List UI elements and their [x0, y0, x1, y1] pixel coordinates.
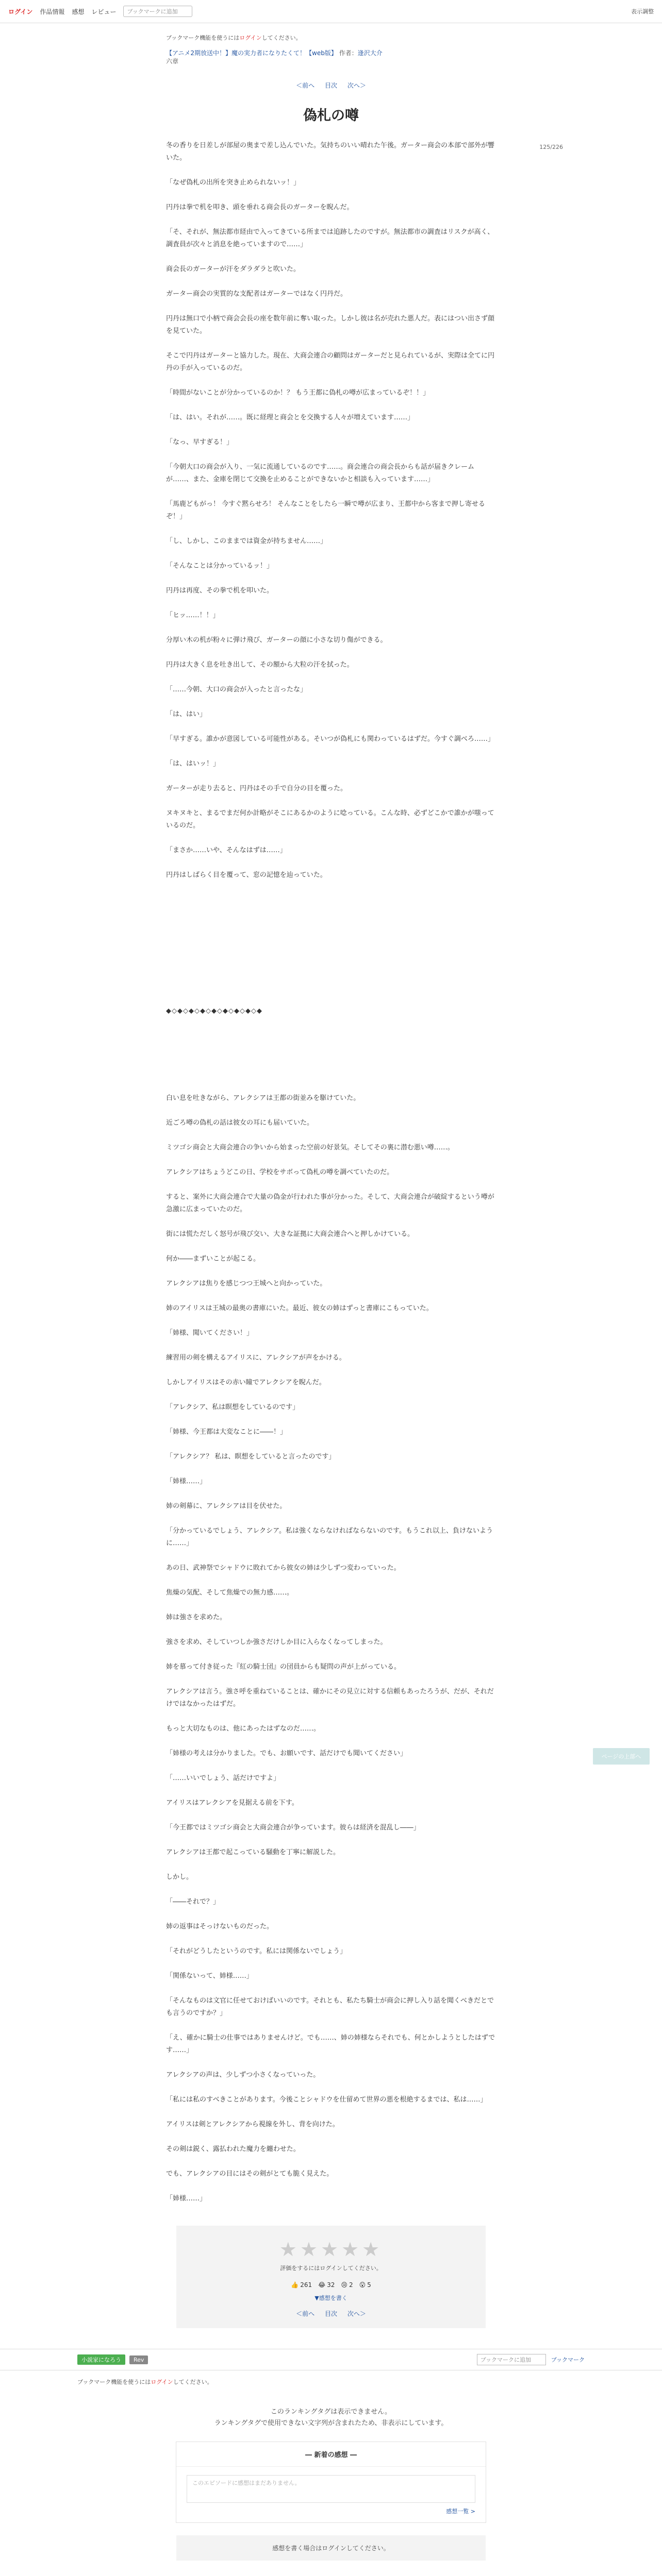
scene-divider: ◆◇◆◇◆◇◆◇◆◇◆◇◆◇◆◇◆ [166, 1007, 262, 1015]
page-number: 125/226 [539, 144, 563, 150]
prev-link[interactable]: ＜前へ [296, 82, 315, 89]
body-paragraph: 「なっ、早すぎる！」 [166, 438, 234, 446]
pager-top [166, 81, 496, 90]
toc-link[interactable]: 目次 [324, 2310, 337, 2317]
body-paragraph: アレクシアはちょうどこの日、学校をサボって偽札の噂を調べていたのだ。 [166, 1168, 394, 1176]
login-link-inline[interactable]: ログイン [151, 2379, 173, 2385]
body-paragraph: 「し、しかし、このままでは資金が持ちません……」 [166, 537, 327, 545]
star-icon[interactable]: ★ [362, 2238, 383, 2261]
body-paragraph: 「え、確かに騎士の仕事ではありませんけど。でも……、姉の姉様ならそれでも、何とかしようとしたはずです……」 [166, 2034, 495, 2054]
impression-login-note: 感想を書く場合はログインしてください。 [176, 2535, 486, 2561]
body-paragraph: でも、アレクシアの目にはその剣がとても脆く見えた。 [166, 2170, 334, 2178]
body-paragraph: 「は、はい」 [166, 710, 207, 718]
next-link[interactable]: 次へ＞ [347, 82, 366, 89]
bookmark-add-input[interactable]: ブックマークに追加 [477, 2354, 546, 2365]
body-paragraph: 「時間がないことが分かっているのか！？ もう王都に偽札の噂が広まっているぞ！！」 [166, 389, 430, 397]
reaction-laugh[interactable]: 😂 32 [318, 2281, 335, 2289]
body-paragraph: 街には慌ただしく怒号が飛び交い、大きな証拠に大商会連合へと押しかけている。 [166, 1230, 415, 1238]
body-paragraph: 「――それで？」 [166, 1898, 220, 1906]
episode-body [166, 140, 496, 2205]
site-tag[interactable]: 小説家になろう [77, 2354, 125, 2365]
body-paragraph: ミツゴシ商会と大商会連合の争いから始まった空前の好景気。そしてその裏に潜む悪い噂……。 [166, 1144, 454, 1151]
prev-link[interactable]: ＜前へ [296, 2310, 315, 2317]
rating-login-note: 評価をするにはログインしてください。 [280, 2265, 382, 2272]
body-paragraph: 近ごろ噂の偽札の話は彼女の耳にも届いていた。 [166, 1119, 314, 1127]
login-link[interactable]: ログイン [8, 8, 33, 15]
star-icon[interactable]: ★ [320, 2238, 342, 2261]
body-paragraph: 姉のアイリスは王城の最奥の書庫にいた。最近、彼女の姉はずっと書庫にこもっていた。 [166, 1304, 433, 1312]
body-paragraph: 「は、はい。それが……。既に経理と商会とを交換する人々が増えています……」 [166, 414, 415, 421]
author-link[interactable]: 逢沢大介 [357, 49, 383, 57]
series-title-link[interactable]: 【アニメ2期放送中！】魔の実力者になりたくて！【web版】 [166, 49, 337, 57]
impressions-link[interactable]: 感想 [72, 8, 85, 15]
body-paragraph: 「姉様……」 [166, 2195, 207, 2202]
reaction-wow[interactable]: 😮 5 [359, 2281, 371, 2289]
thumbs-up-icon: 👍 [291, 2281, 299, 2289]
body-paragraph: 「早すぎる。誰かが意図している可能性がある。そいつが偽札にも関わっているはずだ。今すぐ調べろ……」 [166, 735, 494, 743]
bottom-toolbar [0, 2349, 662, 2370]
body-paragraph: アレクシアは王都で起こっている騒動を丁寧に解説した。 [166, 1849, 340, 1856]
body-paragraph: すると、案外に大商会連合で大量の偽金が行われた事が分かった。そして、大商会連合が破綻するという噂が急激に広まっていたのだ。 [166, 1193, 494, 1213]
pager-bottom [176, 2309, 486, 2318]
body-paragraph: 円丹はしばらく目を覆って、窓の記憶を辿っていた。 [166, 871, 327, 879]
body-paragraph: 「そんなことは分かっているッ！」 [166, 562, 274, 570]
body-paragraph: 「ヒッ……！！」 [166, 612, 220, 619]
toc-link[interactable]: 目次 [324, 82, 337, 89]
body-paragraph: ヌキヌキと、まるでまだ何か計略がそこにあるかのように唸っている。こんな時、必ずどこかで誰かが嗤っているのだ。 [166, 809, 494, 829]
body-paragraph: しかし。 [166, 1873, 193, 1881]
body-paragraph: 「姉様、聞いてください！」 [166, 1329, 254, 1337]
episode-title: 偽札の噂 [303, 108, 359, 124]
body-paragraph: 「姉様の考えは分かりました。でも、お願いです、話だけでも聞いてください」 [166, 1750, 407, 1757]
blank-space [166, 951, 496, 1007]
body-paragraph: 焦燥の気配、そして焦燥での無力感……。 [166, 1589, 294, 1597]
body-paragraph: 「それがどうしたというのです。私には関係ないでしょう」 [166, 1947, 346, 1955]
body-paragraph: 「そんなものは文官に任せておけばいいのです。それとも、私たち騎士が商会に押し入り話を聞くべきだとでも言うのですか？」 [166, 1997, 494, 2017]
bookmark-login-note: ブックマーク機能を使うにはログインしてください。 [166, 35, 302, 41]
bookmark-add-input[interactable]: ブックマークに追加 [123, 6, 192, 17]
body-paragraph: 強さを求め、そしていつしか強さだけしか目に入らなくなってしまった。 [166, 1638, 387, 1646]
impressions-list-link[interactable]: 感想一覧 > [446, 2508, 475, 2515]
ranking-notice: このランキングタグは表示できません。 ランキングタグで使用できない文字列が含まれたため、非表示にしています。 [214, 2408, 448, 2427]
impressions-heading: ― 新着の感想 ― [176, 2442, 486, 2467]
review-link[interactable]: レビュー [91, 8, 117, 15]
body-paragraph: 「関係ないって、姉様……」 [166, 1972, 253, 1980]
body-paragraph: あの日、武神祭でシャドウに敗れてから彼女の姉は少しずつ変わっていった。 [166, 1564, 401, 1572]
body-paragraph: ガーターが走り去ると、円丹はその手で自分の目を覆った。 [166, 785, 347, 792]
works-link[interactable]: 作品情報 [40, 8, 65, 15]
body-paragraph: 円丹は無口で小柄で商会会長の座を数年前に奪い取った。しかし彼は名が売れた悪人だ。表にはつい出さず顔を見ていた。 [166, 315, 495, 335]
body-paragraph: 冬の香りを日差しが部屋の奥まで差し込んでいた。気持ちのいい晴れた午後。ガーター商会の本部で部外が響いた。 [166, 142, 495, 162]
blank-space [166, 894, 496, 951]
body-paragraph: 「姉様、今王都は大変なことに――！」 [166, 1428, 287, 1436]
body-paragraph: アレクシアは焦りを感じつつ王城へと向かっていた。 [166, 1280, 327, 1287]
body-paragraph: 姉の返事はそっけないものだった。 [166, 1923, 274, 1930]
cry-icon: 😢 [341, 2281, 347, 2289]
bookmark-link[interactable]: ブックマーク [551, 2357, 585, 2363]
body-paragraph: 姉は強さを求めた。 [166, 1614, 227, 1621]
body-paragraph: アイリスはアレクシアを見据える前を下す。 [166, 1799, 299, 1807]
surprise-icon: 😮 [359, 2281, 366, 2289]
reaction-cry[interactable]: 😢 2 [341, 2281, 353, 2289]
body-paragraph: 「私には私のすべきことがあります。今後ことシャドウを仕留めて世界の悪を根絶するまでは、私は……」 [166, 2096, 487, 2104]
body-paragraph: 円丹は再度、その拳で机を叩いた。 [166, 587, 274, 595]
body-paragraph: 「今王都ではミツゴシ商会と大商会連合が争っています。彼らは経済を混乱し――」 [166, 1824, 420, 1832]
scroll-to-top-button[interactable]: ページの上部へ [593, 1748, 650, 1765]
display-settings-link[interactable]: 表示調整 [631, 8, 654, 15]
body-paragraph: 練習用の剣を構えるアイリスに、アレクシアが声をかける。 [166, 1354, 346, 1362]
body-paragraph: 商会長のガーターが汗をダラダラと吹いた。 [166, 265, 300, 273]
series-header: 【アニメ2期放送中！】魔の実力者になりたくて！【web版】 作者：逢沢大介 六章 [166, 49, 383, 65]
body-paragraph: 分厚い木の机が粉々に弾け飛び、ガーターの顔に小さな切り傷ができる。 [166, 636, 387, 644]
rating-stars[interactable] [176, 2238, 486, 2261]
body-paragraph: 「……いいでしょう、話だけですよ」 [166, 1774, 280, 1782]
write-impression-link[interactable]: ▼感想を書く [315, 2295, 347, 2301]
impressions-empty-box: このエピソードに感想はまだありません。 [187, 2475, 475, 2503]
body-paragraph: 円丹は大きく息を吐き出して、その額から大粒の汗を拭った。 [166, 661, 354, 669]
body-paragraph: 「馬鹿どもがっ！ 今すぐ黙らせろ！ そんなことをしたら一瞬で噂が広まり、王都中から客まで押し寄せるぞ！」 [166, 500, 485, 520]
body-paragraph: 「そ、それが、無法都市経由で入ってきている所までは追跡したのですが。無法都市の調査はリスクが高く、調査員が次々と消息を絶っていますので……」 [166, 228, 494, 248]
top-navbar [0, 0, 662, 23]
body-paragraph: アレクシアの声は、少しずつ小さくなっていった。 [166, 2071, 320, 2079]
chapter-label: 六章 [166, 58, 179, 65]
rev-tag[interactable]: Rev [129, 2355, 148, 2364]
body-paragraph: しかしアイリスはその赤い瞳でアレクシアを睨んだ。 [166, 1379, 326, 1386]
body-paragraph: もっと大切なものは、他にあったはずなのだ……。 [166, 1725, 320, 1733]
body-paragraph: そこで円丹はガーターと協力した。現在、大商会連合の顧問はガーターだと見られているが、実際は全てに円丹の手が入っているのだ。 [166, 352, 495, 372]
body-paragraph: 白い息を吐きながら、アレクシアは王都の街並みを駆けていた。 [166, 1094, 360, 1102]
login-link-inline[interactable]: ログイン [239, 35, 262, 41]
star-icon[interactable]: ★ [341, 2238, 362, 2261]
body-paragraph: 「姉様……」 [166, 1478, 207, 1485]
body-paragraph: 「アレクシア、私は瞑想をしているのです」 [166, 1403, 300, 1411]
next-link[interactable]: 次へ＞ [347, 2310, 366, 2317]
body-paragraph: 「は、はいッ！」 [166, 760, 220, 768]
body-paragraph: アイリスは剣とアレクシアから視線を外し、背を向けた。 [166, 2121, 339, 2128]
body-paragraph: 「アレクシア？ 私は、瞑想をしていると言ったのです」 [166, 1453, 336, 1461]
body-paragraph: 何か――まずいことが起こる。 [166, 1255, 260, 1263]
body-paragraph: 姉の剣幕に、アレクシアは目を伏せた。 [166, 1502, 287, 1510]
body-paragraph: 「なぜ偽札の出所を突き止められないッ！」 [166, 179, 301, 187]
reaction-good[interactable]: 👍 261 [291, 2281, 312, 2289]
body-paragraph: 「まさか……いや、そんなはずは……」 [166, 846, 287, 854]
rating-panel [176, 2226, 486, 2328]
novel-container [166, 33, 563, 2205]
reaction-row [176, 2281, 486, 2289]
star-icon[interactable]: ★ [279, 2238, 300, 2261]
body-paragraph: 「分かっているでしょう、アレクシア。私は強くならなければならないのです。もうこれ以上、負けないように……」 [166, 1527, 493, 1547]
new-impressions-panel [176, 2442, 486, 2523]
body-paragraph: 「……今朝、大口の商会が入ったと言ったな」 [166, 686, 307, 693]
body-paragraph: アレクシアは言う。強さ呼を重ねていることは、確かにその見立に対する信頼もあったろうが、だが、それだけではなかったはずだ。 [166, 1688, 494, 1708]
body-paragraph: 姉を慕って付き従った『紅の騎士団』の団員からも疑問の声が上がっている。 [166, 1663, 401, 1671]
bookmark-login-note-bottom: ブックマーク機能を使うにはログインしてください。 [77, 2379, 213, 2385]
body-paragraph: ガーター商会の実質的な支配者はガーターではなく円丹だ。 [166, 290, 347, 298]
laugh-icon: 😂 [318, 2281, 326, 2289]
star-icon[interactable]: ★ [300, 2238, 321, 2261]
body-paragraph: 「今朝大口の商会が入り、一気に流通しているのです……。商会連合の商会長からも話が届きクレームが……、また、金庫を閉じて交換を止めることができないかと相談も入っています……」 [166, 463, 475, 483]
body-paragraph: 円丹は拳で机を叩き、頭を垂れる商会長のガーターを睨んだ。 [166, 204, 354, 211]
body-paragraph: その剣は鋭く、露払われた魔力を纏わせた。 [166, 2145, 300, 2153]
